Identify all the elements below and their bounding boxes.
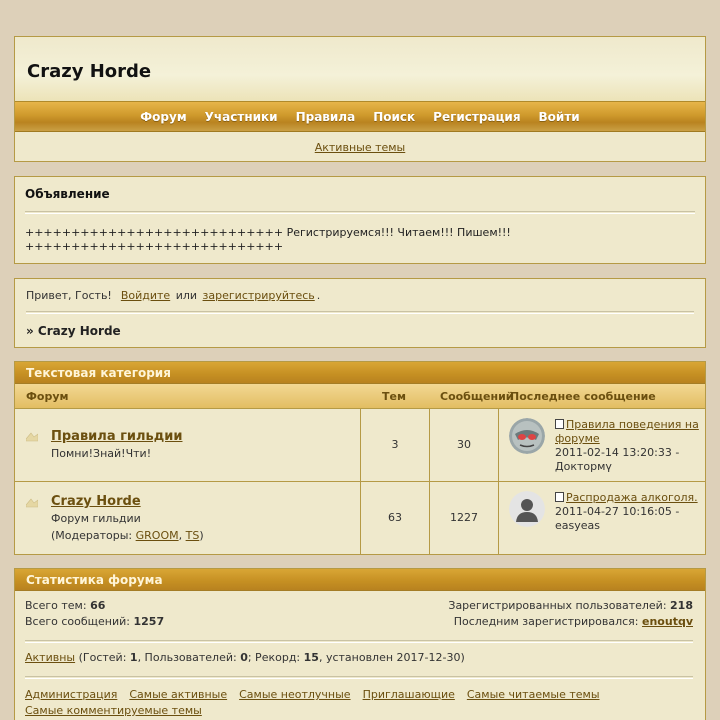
last-post-author: Доктормү — [555, 460, 612, 473]
document-icon — [555, 492, 564, 502]
total-posts-label: Всего сообщений: — [25, 615, 130, 628]
active-topics-link[interactable]: Активные темы — [314, 141, 406, 154]
register-link[interactable]: зарегистрируйтесь — [202, 289, 315, 302]
title-bar — [15, 37, 705, 101]
welcome-box — [14, 278, 706, 348]
nav-register[interactable]: Регистрация — [433, 110, 521, 124]
total-topics-label: Всего тем: — [25, 599, 87, 612]
moderator-link[interactable]: TS — [185, 529, 200, 542]
last-post-info — [555, 418, 703, 474]
last-post-link[interactable]: Распродажа алкоголя. — [566, 491, 698, 504]
topics-cell — [361, 409, 430, 481]
link-most-present[interactable]: Самые неотлучные — [239, 688, 351, 701]
user-avatar[interactable] — [509, 418, 545, 454]
sub-nav — [15, 132, 705, 154]
forum-description: Помни!Знай!Чти! — [51, 447, 152, 460]
forum-info-cell — [15, 409, 361, 481]
link-most-active[interactable]: Самые активные — [129, 688, 228, 701]
online-line — [25, 651, 693, 667]
moderator-link[interactable]: GROOM — [135, 529, 179, 542]
or-text: или — [175, 289, 198, 302]
greeting-text: Привет, Гость! — [26, 289, 112, 302]
forum-header — [14, 36, 706, 162]
default-avatar-icon[interactable] — [509, 491, 545, 527]
column-forum: Форум — [26, 390, 69, 403]
column-last-post: Последнее сообщение — [510, 390, 656, 403]
stats-header: Статистика форума — [15, 569, 705, 591]
last-post-link[interactable]: Правила поведения на форуме — [555, 418, 699, 445]
record-count: 15 — [303, 651, 319, 664]
forum-description: Форум гильдии — [51, 512, 141, 525]
total-posts-value: 1257 — [133, 615, 165, 628]
registered-users-label: Зарегистрированных пользователей: — [448, 599, 667, 612]
posts-count: 30 — [457, 438, 471, 451]
forum-title-link[interactable]: Crazy Horde — [51, 494, 141, 509]
registered-users-value: 218 — [670, 599, 693, 612]
nav-login[interactable]: Войти — [538, 110, 580, 124]
topics-count: 3 — [391, 438, 399, 451]
column-topics: Тем — [382, 390, 406, 403]
nav-members[interactable]: Участники — [204, 110, 278, 124]
forum-info-cell — [15, 482, 361, 555]
forum-stats-box — [14, 568, 706, 720]
online-text: , установлен 2017-12-30) — [318, 651, 465, 664]
posts-cell — [430, 409, 499, 481]
online-text: ; Рекорд: — [247, 651, 304, 664]
stat-line — [25, 615, 693, 631]
last-post-date: 2011-04-27 10:16:05 - — [555, 505, 680, 518]
category-header: Текстовая категория — [15, 362, 705, 384]
document-icon — [555, 419, 564, 429]
stat-line — [25, 599, 693, 615]
nav-search[interactable]: Поиск — [373, 110, 416, 124]
divider — [25, 640, 693, 643]
column-posts: Сообщений — [440, 390, 514, 403]
moderators-suffix: ) — [199, 529, 204, 542]
last-post-date: 2011-02-14 13:20:33 - — [555, 446, 680, 459]
nav-forum[interactable]: Форум — [140, 110, 187, 124]
announcement-title: Объявление — [25, 187, 110, 201]
users-count: 0 — [240, 651, 248, 664]
link-administration[interactable]: Администрация — [25, 688, 118, 701]
online-text: , Пользователей: — [137, 651, 241, 664]
last-post-cell — [499, 409, 705, 481]
link-most-commented[interactable]: Самые комментируемые темы — [25, 704, 202, 717]
active-users-link[interactable]: Активны — [25, 651, 76, 664]
greeting-line — [26, 289, 694, 302]
announcement-text: ++++++++++++++++++++++++++++ Регистрируемся!!! Читаем!!! Пишем!!! ++++++++++++++++++++++++++++ — [25, 226, 511, 253]
breadcrumb: » Crazy Horde — [26, 324, 121, 338]
divider — [25, 676, 693, 679]
topics-count: 63 — [388, 511, 402, 524]
posts-count: 1227 — [450, 511, 478, 524]
moderators-line: (Модераторы: GROOM, TS) — [51, 529, 204, 542]
forum-title-link[interactable]: Правила гильдии — [51, 429, 183, 444]
link-inviters[interactable]: Приглашающие — [362, 688, 455, 701]
site-title[interactable]: Crazy Horde — [27, 61, 152, 82]
last-registered-label: Последним зарегистрировался: — [453, 615, 639, 628]
forum-read-icon — [26, 432, 38, 442]
stats-links — [25, 687, 693, 719]
main-nav — [15, 101, 705, 132]
announcement-box — [14, 176, 706, 264]
last-post-cell — [499, 482, 705, 555]
topics-cell — [361, 482, 430, 555]
forum-row — [15, 482, 705, 555]
last-post-author: easyeas — [555, 519, 600, 532]
period-text: . — [316, 289, 321, 302]
forum-category-table — [14, 361, 706, 555]
last-registered-user-link[interactable]: enoutqv — [642, 615, 693, 628]
stats-body — [15, 591, 705, 719]
divider — [26, 311, 694, 314]
guests-count: 1 — [129, 651, 138, 664]
moderators-prefix: (Модераторы: — [51, 529, 133, 542]
nav-rules[interactable]: Правила — [295, 110, 356, 124]
forum-read-icon — [26, 498, 38, 508]
column-header-row — [15, 384, 705, 409]
forum-row — [15, 409, 705, 482]
total-topics-value: 66 — [90, 599, 106, 612]
login-link[interactable]: Войдите — [120, 289, 171, 302]
online-text: (Гостей: — [78, 651, 130, 664]
link-most-read[interactable]: Самые читаемые темы — [466, 688, 600, 701]
posts-cell — [430, 482, 499, 555]
last-post-info — [555, 491, 703, 533]
divider — [25, 211, 695, 214]
